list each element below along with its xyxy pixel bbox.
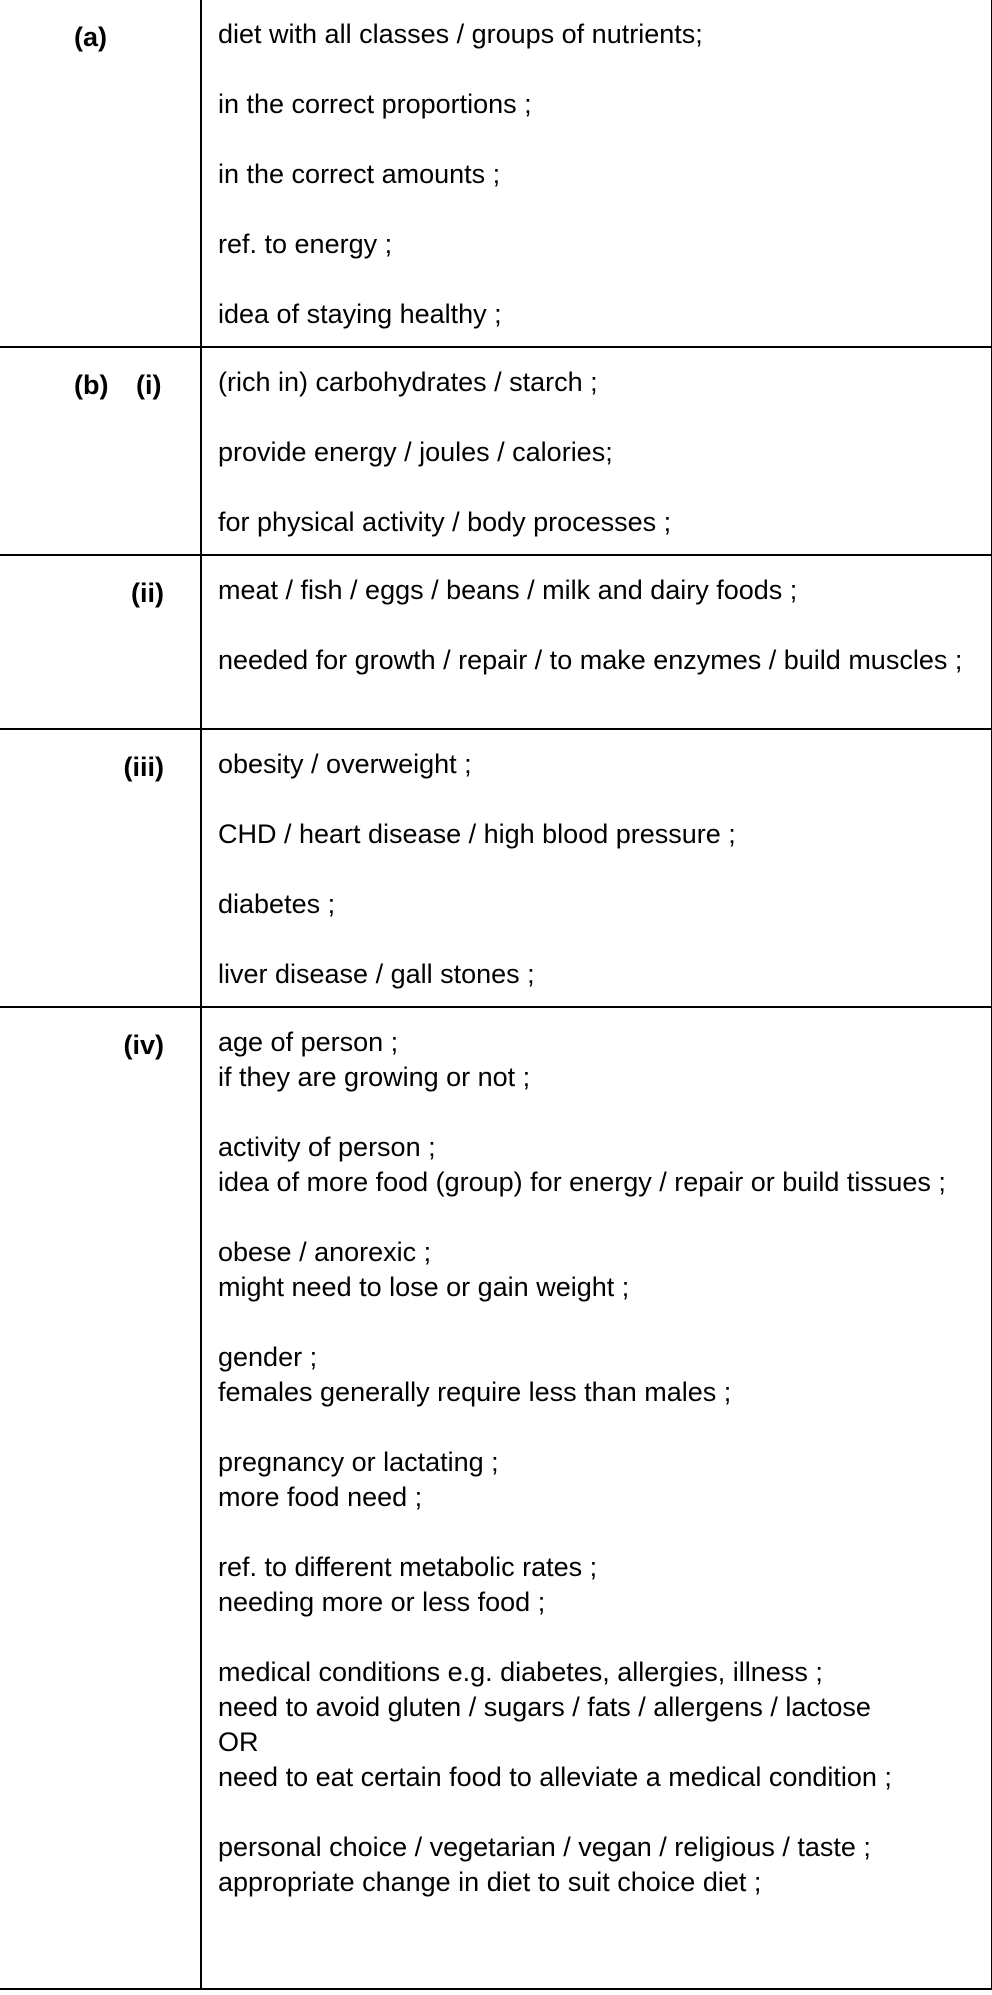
question-label-b-i: (i) <box>136 370 162 400</box>
answer-line: OR <box>218 1727 259 1757</box>
answer-cell <box>201 347 992 555</box>
table-row-b-iii <box>0 729 992 1007</box>
answer-point <box>218 957 981 992</box>
answer-point <box>218 887 981 922</box>
answer-list <box>202 1008 991 1914</box>
answer-line: needing more or less food ; <box>218 1587 546 1617</box>
answer-line: need to eat certain food to alleviate a medical condition ; <box>218 1762 892 1792</box>
answer-line: ref. to different metabolic rates ; <box>218 1552 598 1582</box>
answer-point <box>218 643 981 678</box>
answer-point <box>218 1655 981 1795</box>
question-label-b-iii: (iii) <box>123 752 164 782</box>
answer-line: (rich in) carbohydrates / starch ; <box>218 367 598 397</box>
answer-line: medical conditions e.g. diabetes, allergies, illness ; <box>218 1657 823 1687</box>
answer-line: ref. to energy ; <box>218 229 393 259</box>
answer-line: gender ; <box>218 1342 318 1372</box>
answer-line: CHD / heart disease / high blood pressure ; <box>218 819 736 849</box>
answer-list <box>202 0 991 346</box>
answer-point <box>218 1235 981 1305</box>
question-cell <box>0 0 201 347</box>
answer-point <box>218 505 981 540</box>
answer-list <box>202 730 991 1006</box>
question-cell <box>0 555 201 729</box>
answer-list <box>202 556 991 692</box>
answer-point <box>218 1340 981 1410</box>
answer-point <box>218 435 981 470</box>
answer-line: activity of person ; <box>218 1132 436 1162</box>
answer-cell <box>201 1007 992 1989</box>
answer-line: personal choice / vegetarian / vegan / religious / taste ; <box>218 1832 871 1862</box>
answer-point <box>218 1550 981 1620</box>
answer-line: meat / fish / eggs / beans / milk and dairy foods ; <box>218 575 798 605</box>
answer-line: in the correct amounts ; <box>218 159 501 189</box>
answer-point <box>218 1830 981 1900</box>
answer-line: need to avoid gluten / sugars / fats / allergens / lactose <box>218 1692 871 1722</box>
answer-cell <box>201 729 992 1007</box>
answer-line: age of person ; <box>218 1027 399 1057</box>
answer-point <box>218 1445 981 1515</box>
question-cell <box>0 729 201 1007</box>
answer-point <box>218 1025 981 1095</box>
answer-point <box>218 87 981 122</box>
answer-line: liver disease / gall stones ; <box>218 959 535 989</box>
table-row-b-ii <box>0 555 992 729</box>
table-row-b-i <box>0 347 992 555</box>
answer-point <box>218 365 981 400</box>
question-label-b-ii: (ii) <box>131 578 164 608</box>
answer-point <box>218 227 981 262</box>
answer-line: females generally require less than males ; <box>218 1377 732 1407</box>
question-label-b: (b) <box>74 370 109 400</box>
question-cell <box>0 347 201 555</box>
answer-point <box>218 297 981 332</box>
answer-line: obesity / overweight ; <box>218 749 472 779</box>
answer-line: needed for growth / repair / to make enzymes / build muscles ; <box>218 645 963 675</box>
question-label-b-iv: (iv) <box>123 1030 164 1060</box>
answer-line: might need to lose or gain weight ; <box>218 1272 630 1302</box>
answer-line: more food need ; <box>218 1482 423 1512</box>
answer-line: diet with all classes / groups of nutrients; <box>218 19 703 49</box>
answer-line: provide energy / joules / calories; <box>218 437 613 467</box>
answer-line: in the correct proportions ; <box>218 89 532 119</box>
answer-line: for physical activity / body processes ; <box>218 507 672 537</box>
answer-list <box>202 348 991 554</box>
answer-cell <box>201 0 992 347</box>
answer-line: idea of more food (group) for energy / repair or build tissues ; <box>218 1167 946 1197</box>
answer-point <box>218 157 981 192</box>
answer-line: diabetes ; <box>218 889 336 919</box>
answer-point <box>218 747 981 782</box>
answer-line: if they are growing or not ; <box>218 1062 531 1092</box>
answer-point <box>218 817 981 852</box>
table-row-b-iv <box>0 1007 992 1989</box>
answer-line: idea of staying healthy ; <box>218 299 502 329</box>
answer-point <box>218 1130 981 1200</box>
question-cell <box>0 1007 201 1989</box>
answer-point <box>218 573 981 608</box>
answer-line: obese / anorexic ; <box>218 1237 432 1267</box>
table-row-a <box>0 0 992 347</box>
answer-line: pregnancy or lactating ; <box>218 1447 499 1477</box>
answer-point <box>218 17 981 52</box>
answer-cell <box>201 555 992 729</box>
answer-line: appropriate change in diet to suit choice diet ; <box>218 1867 762 1897</box>
question-label-a: (a) <box>74 22 107 52</box>
